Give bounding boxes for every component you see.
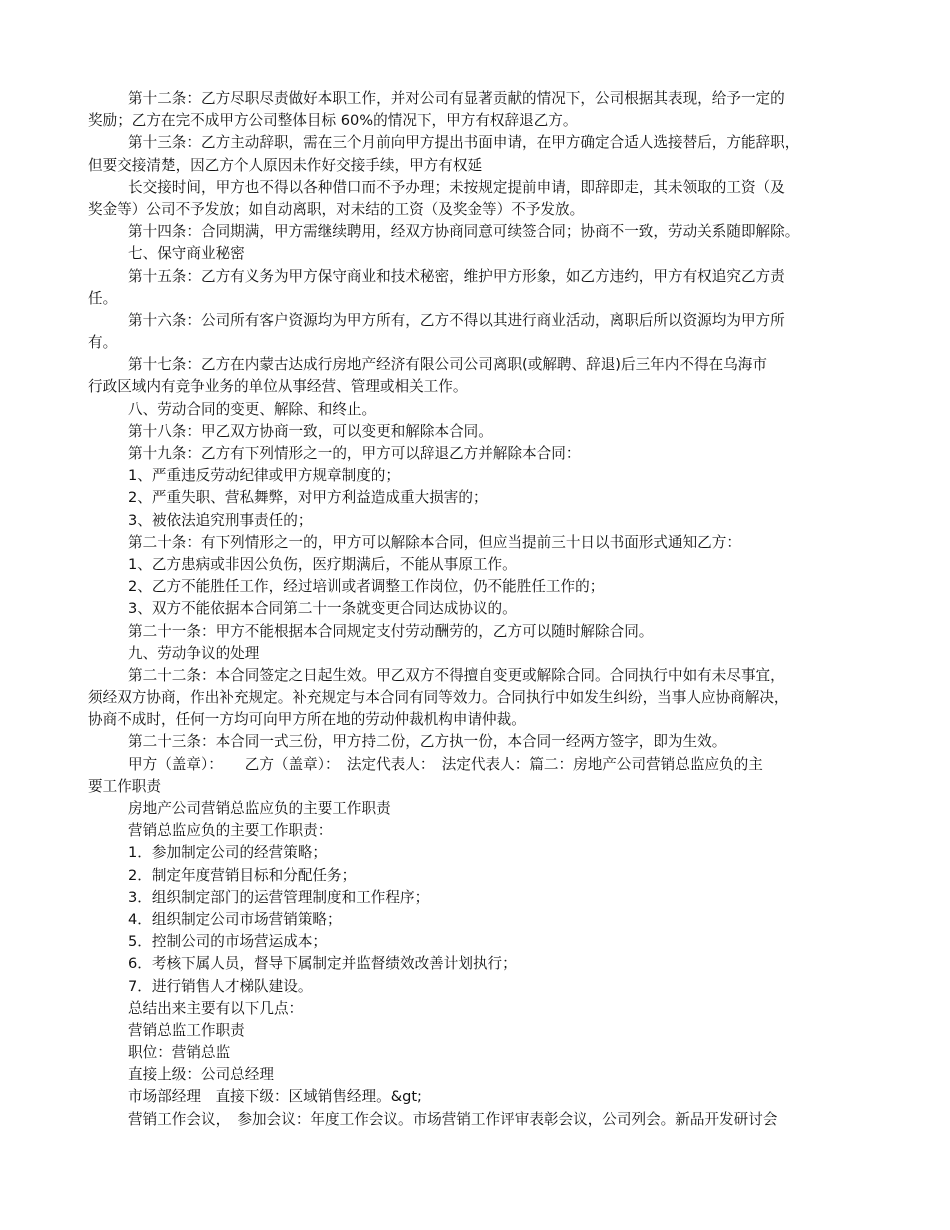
text-line: 职位：营销总监 [128,1044,231,1062]
text-line: 3．组织制定部门的运营管理制度和工作程序； [128,888,430,906]
text-line: 1．参加制定公司的经营策略； [128,844,328,862]
text-line: 行政区域内有竞争业务的单位从事经营、管理或相关工作。 [88,378,468,396]
text-line: 第十四条：合同期满，甲方需继续聘用，经双方协商同意可续签合同；协商不一致，劳动关系随即解除。 [128,223,800,241]
text-line: 奖励；乙方在完不成甲方公司整体目标 60%的情况下，甲方有权辞退乙方。 [88,112,578,130]
text-line: 奖金等）公司不予发放；如自动离职，对未结的工资（及奖金等）不予发放。 [88,200,585,218]
text-line: 第十六条：公司所有客户资源均为甲方所有，乙方不得以其进行商业活动，离职后所以资源均为甲方所 [128,311,785,329]
text-line: 市场部经理 直接下级：区域销售经理。&gt; [128,1088,422,1106]
text-line: 营销工作会议， 参加会议：年度工作会议。市场营销工作评审表彰会议，公司列会。新品开发研讨会 [128,1110,778,1128]
text-line: 第二十条：有下列情形之一的，甲方可以解除本合同，但应当提前三十日以书面形式通知乙方： [128,533,741,551]
text-line: 直接上级：公司总经理 [128,1066,274,1084]
text-line: 第十七条：乙方在内蒙古达成行房地产经济有限公司公司离职(或解聘、辞退)后三年内不得在乌海市 [128,356,767,374]
document-page [88,88,870,1131]
text-line: 2、乙方不能胜任工作，经过培训或者调整工作岗位，仍不能胜任工作的； [128,578,605,596]
text-line: 3、被依法追究刑事责任的； [128,511,313,529]
text-line: 有。 [88,334,118,352]
text-line: 须经双方协商，作出补充规定。补充规定与本合同有同等效力。合同执行中如发生纠纷，当事人应协商解决， [88,689,789,707]
text-line: 总结出来主要有以下几点： [128,999,304,1017]
text-line: 营销总监应负的主要工作职责： [128,822,333,840]
text-line: 第十五条：乙方有义务为甲方保守商业和技术秘密，维护甲方形象，如乙方违约，甲方有权追究乙方责 [128,267,785,285]
text-line: 2．制定年度营销目标和分配任务； [128,866,357,884]
text-line: 九、劳动争议的处理 [128,644,260,662]
text-line: 房地产公司营销总监应负的主要工作职责 [128,800,391,817]
text-line: 长交接时间，甲方也不得以各种借口而不予办理；未按规定提前申请，即辞即走，其未领取的工资（及 [128,178,785,196]
text-line: 但要交接清楚，因乙方个人原因未作好交接手续，甲方有权延 [88,156,483,174]
text-line: 第十九条：乙方有下列情形之一的，甲方可以辞退乙方并解除本合同： [128,445,581,462]
text-line: 第二十二条：本合同签定之日起生效。甲乙双方不得擅自变更或解除合同。合同执行中如有未尽事宜， [128,666,785,684]
text-line: 第十二条：乙方尽职尽责做好本职工作，并对公司有显著贡献的情况下，公司根据其表现，给予一定的 [128,90,785,107]
text-line: 7．进行销售人才梯队建设。 [128,977,313,995]
text-line: 1、严重违反劳动纪律或甲方规章制度的； [128,467,400,485]
text-line: 协商不成时，任何一方均可向甲方所在地的劳动仲裁机构申请仲裁。 [88,711,526,729]
text-line: 2、严重失职、营私舞弊，对甲方利益造成重大损害的； [128,489,488,507]
text-line: 要工作职责 [88,777,161,795]
text-line: 5．控制公司的市场营运成本； [128,933,328,951]
text-line: 第二十三条：本合同一式三份，甲方持二份，乙方执一份，本合同一经两方签字，即为生效。 [128,733,727,751]
text-line: 八、劳动合同的变更、解除、和终止。 [128,400,377,418]
text-line: 第二十一条：甲方不能根据本合同规定支付劳动酬劳的，乙方可以随时解除合同。 [128,622,654,640]
text-line: 1、乙方患病或非因公负伤，医疗期满后，不能从事原工作。 [128,555,517,573]
text-line: 任。 [88,289,118,307]
text-line: 第十三条：乙方主动辞职，需在三个月前向甲方提出书面申请，在甲方确定合适人选接替后，方能辞职， [128,134,800,152]
text-line: 七、保守商业秘密 [128,245,245,263]
text-line: 甲方（盖章）： 乙方（盖章）： 法定代表人： 法定代表人：篇二：房地产公司营销总监应负的主 [128,755,763,773]
text-line: 营销总监工作职责 [128,1021,245,1039]
text-line: 6．考核下属人员，督导下属制定并监督绩效改善计划执行； [128,955,517,973]
text-line: 4．组织制定公司市场营销策略； [128,910,342,928]
text-line: 第十八条：甲乙双方协商一致，可以变更和解除本合同。 [128,422,493,440]
text-line: 3、双方不能依据本合同第二十一条就变更合同达成协议的。 [128,600,517,618]
